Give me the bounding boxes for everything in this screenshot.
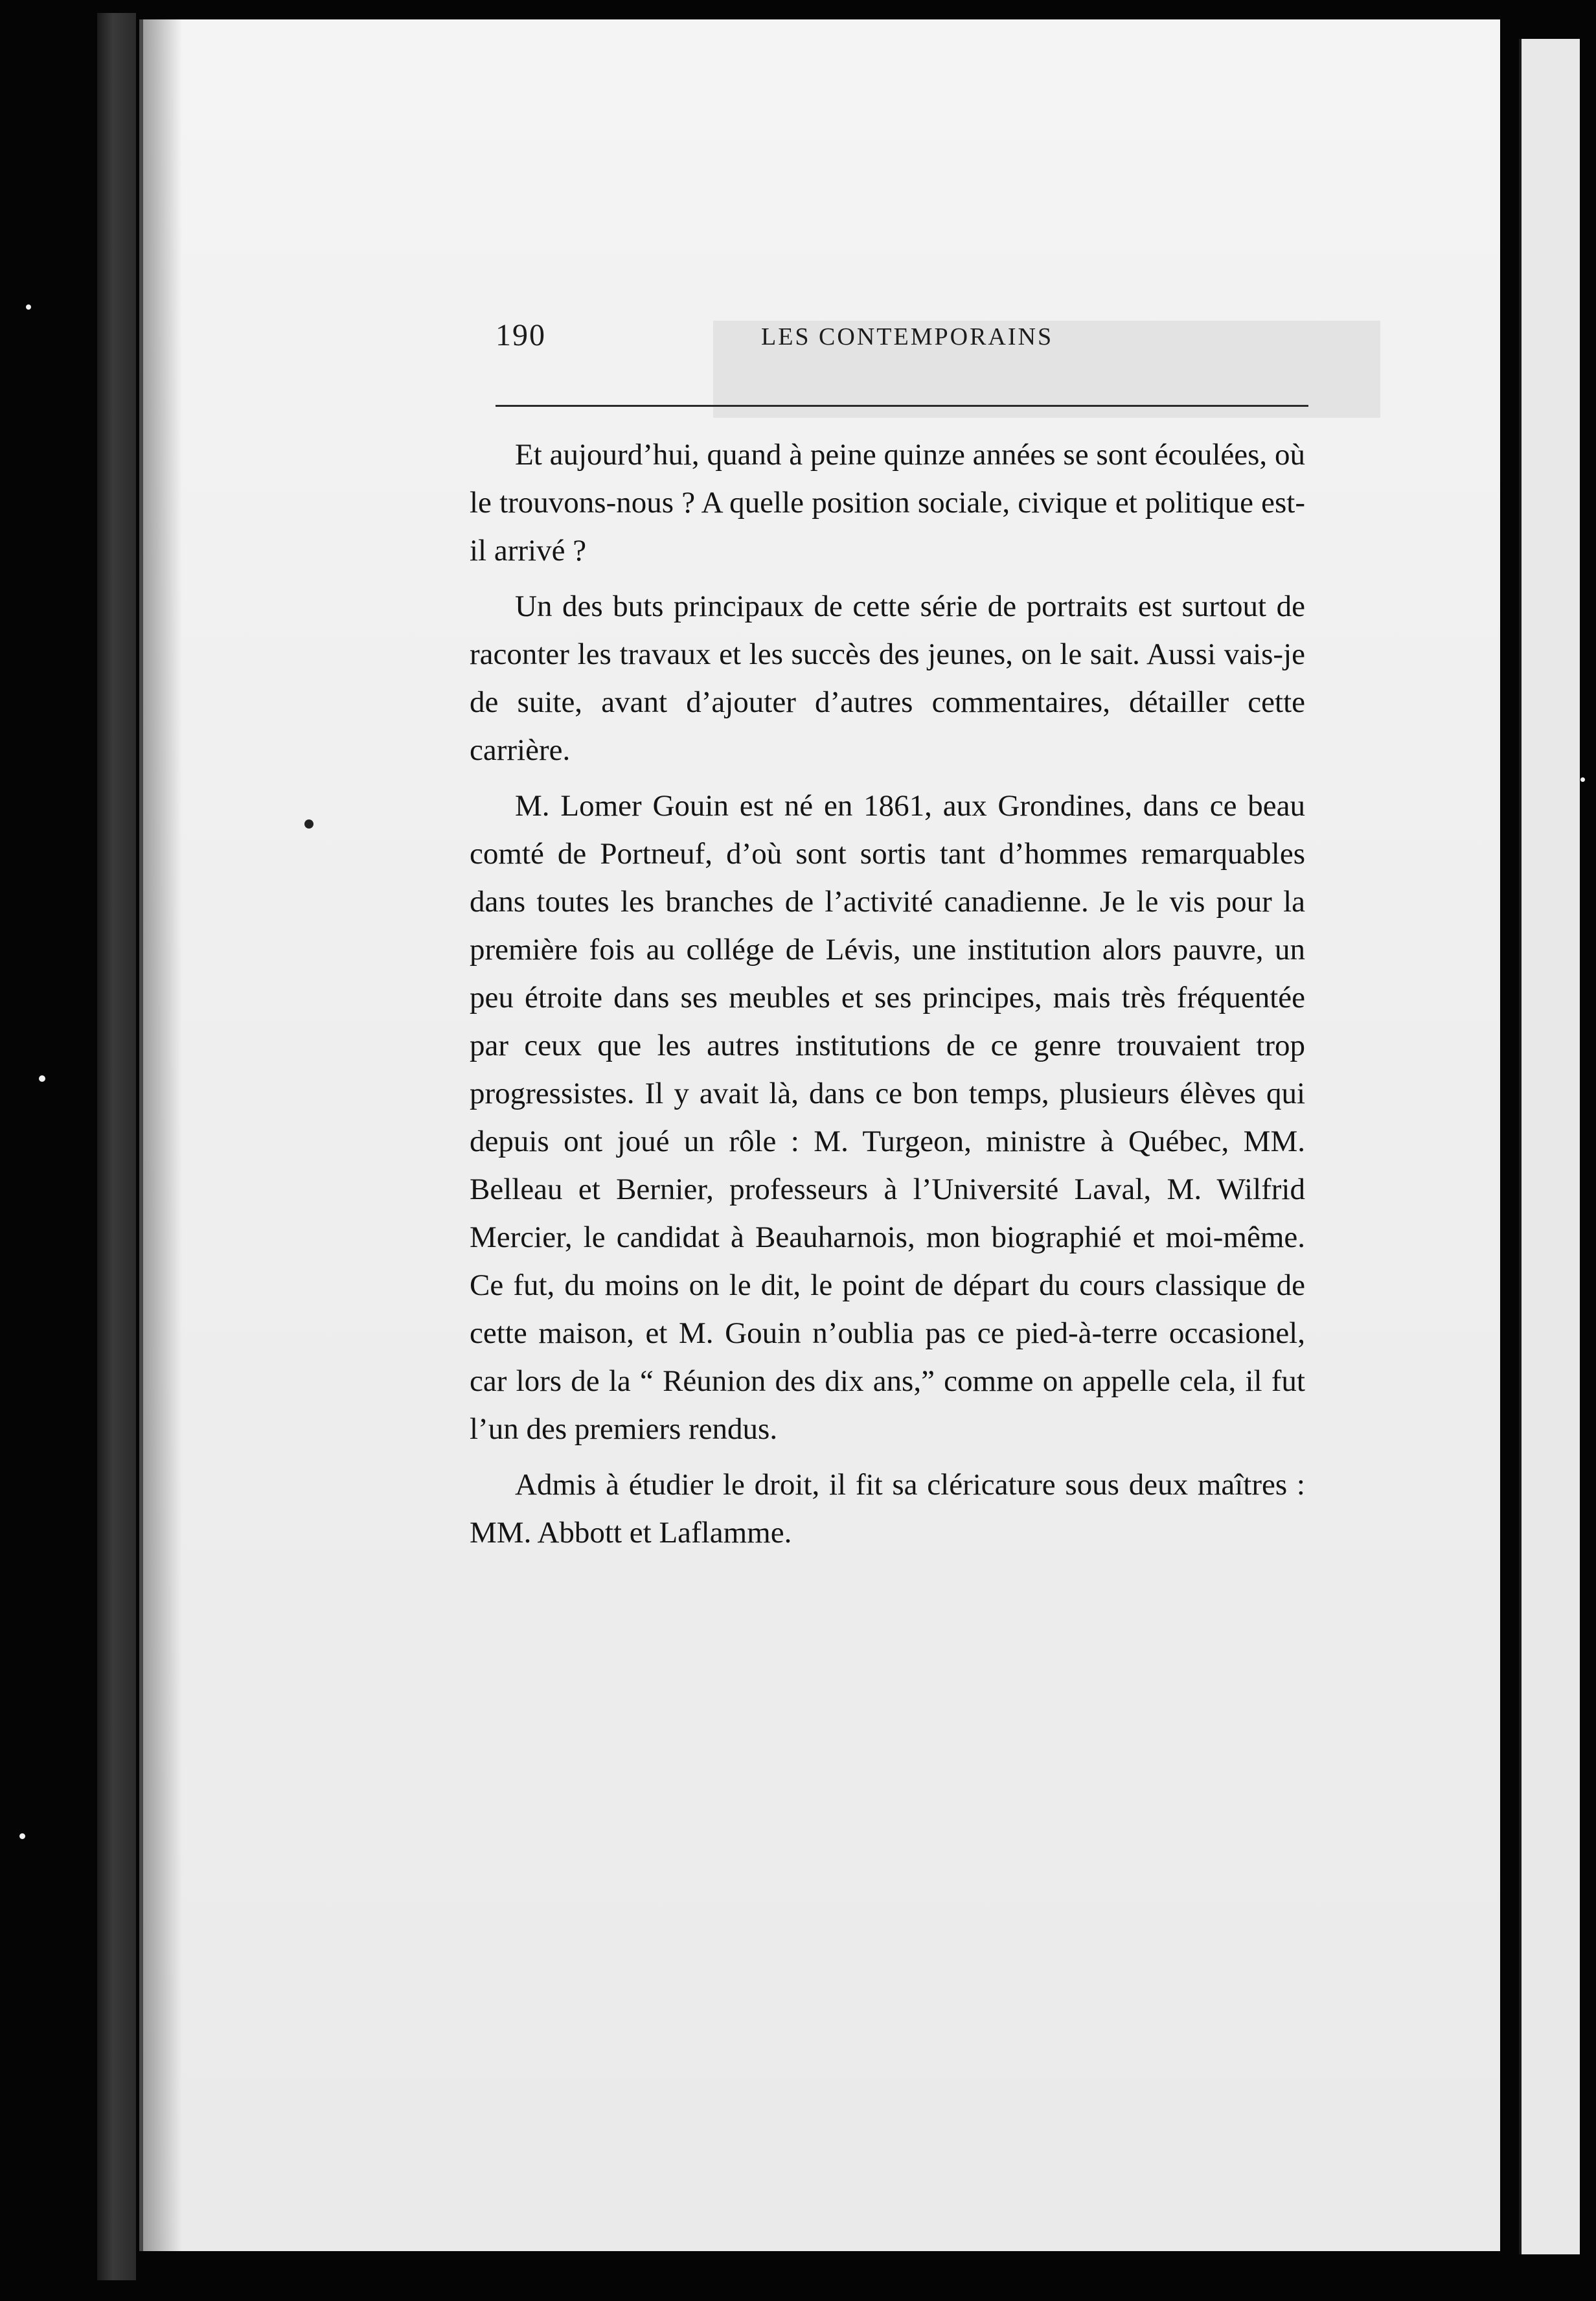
dust-speck	[19, 1833, 25, 1839]
body-text	[470, 431, 1305, 1564]
paragraph-2: Un des buts principaux de cette série de portraits est surtout de raconter les travaux et les succès des jeunes, on le sait. Aussi vais-je de suite, avant d’ajouter d’autres commentaires, détailler cette carrière.	[470, 590, 1305, 767]
facing-page-edge	[1519, 39, 1580, 2254]
page-number: 190	[496, 318, 546, 352]
dust-speck	[39, 1075, 45, 1082]
dust-speck	[26, 304, 31, 310]
paragraph-1: Et aujourd’hui, quand à peine quinze années se sont écoulées, où le trouvons-nous ? A quelle position sociale, civique et politique est-il arrivé ?	[470, 438, 1305, 567]
book-spine	[97, 13, 136, 2280]
paragraph-4: Admis à étudier le droit, il fit sa cléricature sous deux maîtres : MM. Abbott et Laflamme.	[470, 1468, 1305, 1550]
running-title: LES CONTEMPORAINS	[761, 323, 1054, 350]
header-rule	[496, 405, 1308, 407]
running-head	[496, 317, 1312, 363]
ink-speck	[304, 819, 314, 829]
gutter-shadow	[143, 19, 182, 2251]
paragraph-3: M. Lomer Gouin est né en 1861, aux Grondines, dans ce beau comté de Portneuf, d’où sont sortis tant d’hommes remarquables dans toutes les branches de l’activité canadienne. Je le vis pour la première fois au collége de Lévis, une institution alors pauvre, un peu étroite dans ses meubles et ses principes, mais très fréquentée par ceux que les autres institutions de ce genre trouvaient trop progressistes. Il y avait là, dans ce bon temps, plusieurs élèves qui depuis ont joué un rôle : M. Turgeon, ministre à Québec, MM. Belleau et Bernier, professeurs à l’Université Laval, M. Wilfrid Mercier, le candidat à Beauharnois, mon biographié et moi-même. Ce fut, du moins on le dit, le point de départ du cours classique de cette maison, et M. Gouin n’oublia pas ce pied-à-terre occasionel, car lors de la “ Réunion des dix ans,” comme on appelle cela, il fut l’un des premiers rendus.	[470, 789, 1305, 1446]
dust-speck	[1580, 777, 1585, 782]
